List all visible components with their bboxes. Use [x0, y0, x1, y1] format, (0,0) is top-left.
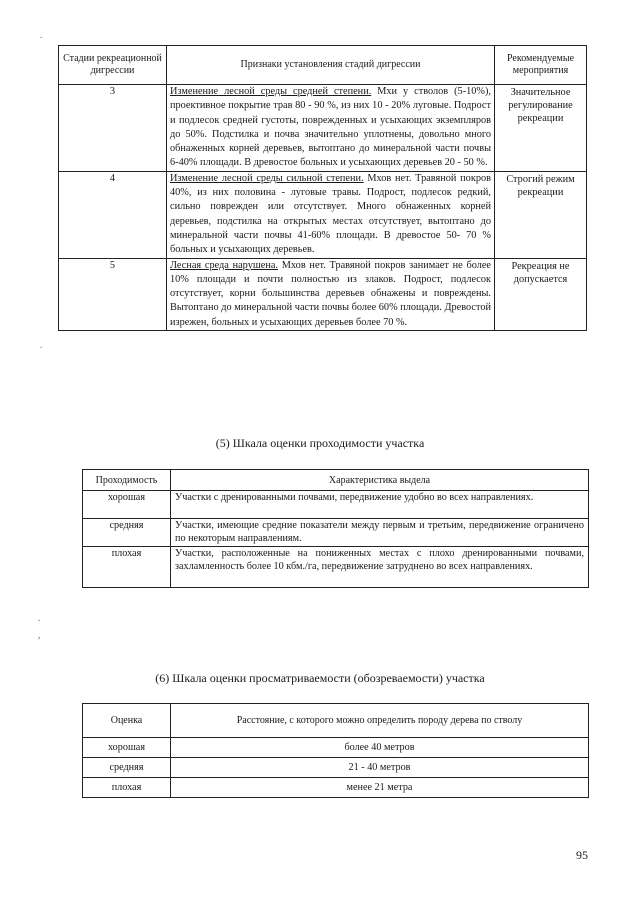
- passability-level: хорошая: [83, 491, 171, 519]
- table-header-row: [83, 704, 589, 738]
- header-rating: Оценка: [83, 704, 171, 738]
- page-number: 95: [576, 848, 588, 862]
- visibility-level: хорошая: [83, 738, 171, 758]
- header-signs: Признаки установления стадий дигрессии: [167, 46, 495, 85]
- stage-description: [167, 258, 495, 330]
- passability-table: [82, 469, 589, 588]
- stage-text: Мхи у стволов (5-10%), проективное покрытие трав 80 - 90 %, из них 10 - 20% луговые. Подрост и подлесок средней густоты, поврежденных и усыхающих экземпляров до 50%. Подстилка и почва значительно уплотнены, довольно много обнаженных корней деревьев, вытоптано до минеральной части почвы 6-40% площади. В древостое больных и усыхающих деревьев 20 - 50 %.: [170, 86, 491, 169]
- stage-number: 3: [59, 85, 167, 172]
- header-passability: Проходимость: [83, 470, 171, 491]
- visibility-distance: менее 21 метра: [171, 778, 589, 798]
- table-header-row: [83, 470, 589, 491]
- passability-caption: (5) Шкала оценки проходимости участка: [215, 436, 425, 450]
- header-measures: Рекомендуемые мероприятия: [495, 46, 587, 85]
- table-row: [83, 778, 589, 798]
- stage-title: Изменение лесной среды сильной степени.: [170, 172, 364, 184]
- passability-description: Участки с дренированными почвами, передвижение удобно во всех направлениях.: [171, 491, 589, 519]
- table-header-row: [59, 46, 587, 85]
- digression-stages-table: [58, 45, 587, 331]
- visibility-level: средняя: [83, 758, 171, 778]
- visibility-level: плохая: [83, 778, 171, 798]
- visibility-table: [82, 703, 589, 798]
- passability-level: средняя: [83, 519, 171, 547]
- header-stage: Стадии рекреационной дигрессии: [59, 46, 167, 85]
- visibility-distance: более 40 метров: [171, 738, 589, 758]
- stage-description: [167, 85, 495, 172]
- scan-mark: .: [38, 613, 41, 623]
- stage-measure: Строгий режим рекреации: [495, 171, 587, 258]
- stage-description: [167, 171, 495, 258]
- header-distance: Расстояние, с которого можно определить породу дерева по стволу: [171, 704, 589, 738]
- table-row: [83, 547, 589, 588]
- stage-text: Мхов нет. Травяной покров занимает не более 10% площади и почти полностью из злаков. Подрост, подлесок отсутствует, корни большинства деревьев обнажены и повреждены. Вытоптано до минеральной части почвы более 60% площади. Древостой изрежен, больных и усыхающих деревьев более 70 %.: [170, 259, 491, 328]
- stage-text: Мхов нет. Травяной покров 40%, из них половина - луговые травы. Подрост, подлесок редкий, сильно поврежден или отсутствует. Много обнаженных корней деревьев, подстилка на открытых местах отсутствует, вытоптано до минеральной части почвы 41-60% площади. В древостое 50- 70 % больных и усыхающих деревьев.: [170, 172, 491, 256]
- visibility-caption: (6) Шкала оценки просматриваемости (обозреваемости) участка: [155, 671, 485, 685]
- table-row: [59, 258, 587, 330]
- table-row: [83, 758, 589, 778]
- table-row: [59, 85, 587, 172]
- passability-description: Участки, расположенные на пониженных местах с плохо дренированными почвами, захламленность более 10 кбм./га, передвижение затруднено во всех направлениях.: [171, 547, 589, 588]
- stage-title: Изменение лесной среды средней степени.: [170, 86, 372, 97]
- table-row: [83, 491, 589, 519]
- visibility-distance: 21 - 40 метров: [171, 758, 589, 778]
- scan-mark: .: [40, 340, 43, 350]
- passability-level: плохая: [83, 547, 171, 588]
- table-row: [59, 171, 587, 258]
- stage-number: 4: [59, 171, 167, 258]
- table-row: [83, 738, 589, 758]
- stage-measure: Рекреация не допускается: [495, 258, 587, 330]
- stage-number: 5: [59, 258, 167, 330]
- scan-mark: .: [40, 30, 43, 40]
- table-row: [83, 519, 589, 547]
- stage-title: Лесная среда нарушена.: [170, 259, 278, 271]
- scan-mark: ,: [38, 630, 41, 640]
- stage-measure: Значительное регулирование рекреации: [495, 85, 587, 172]
- header-characteristic: Характеристика выдела: [171, 470, 589, 491]
- passability-description: Участки, имеющие средние показатели между первым и третьим, передвижение ограничено по некоторым направлениям.: [171, 519, 589, 547]
